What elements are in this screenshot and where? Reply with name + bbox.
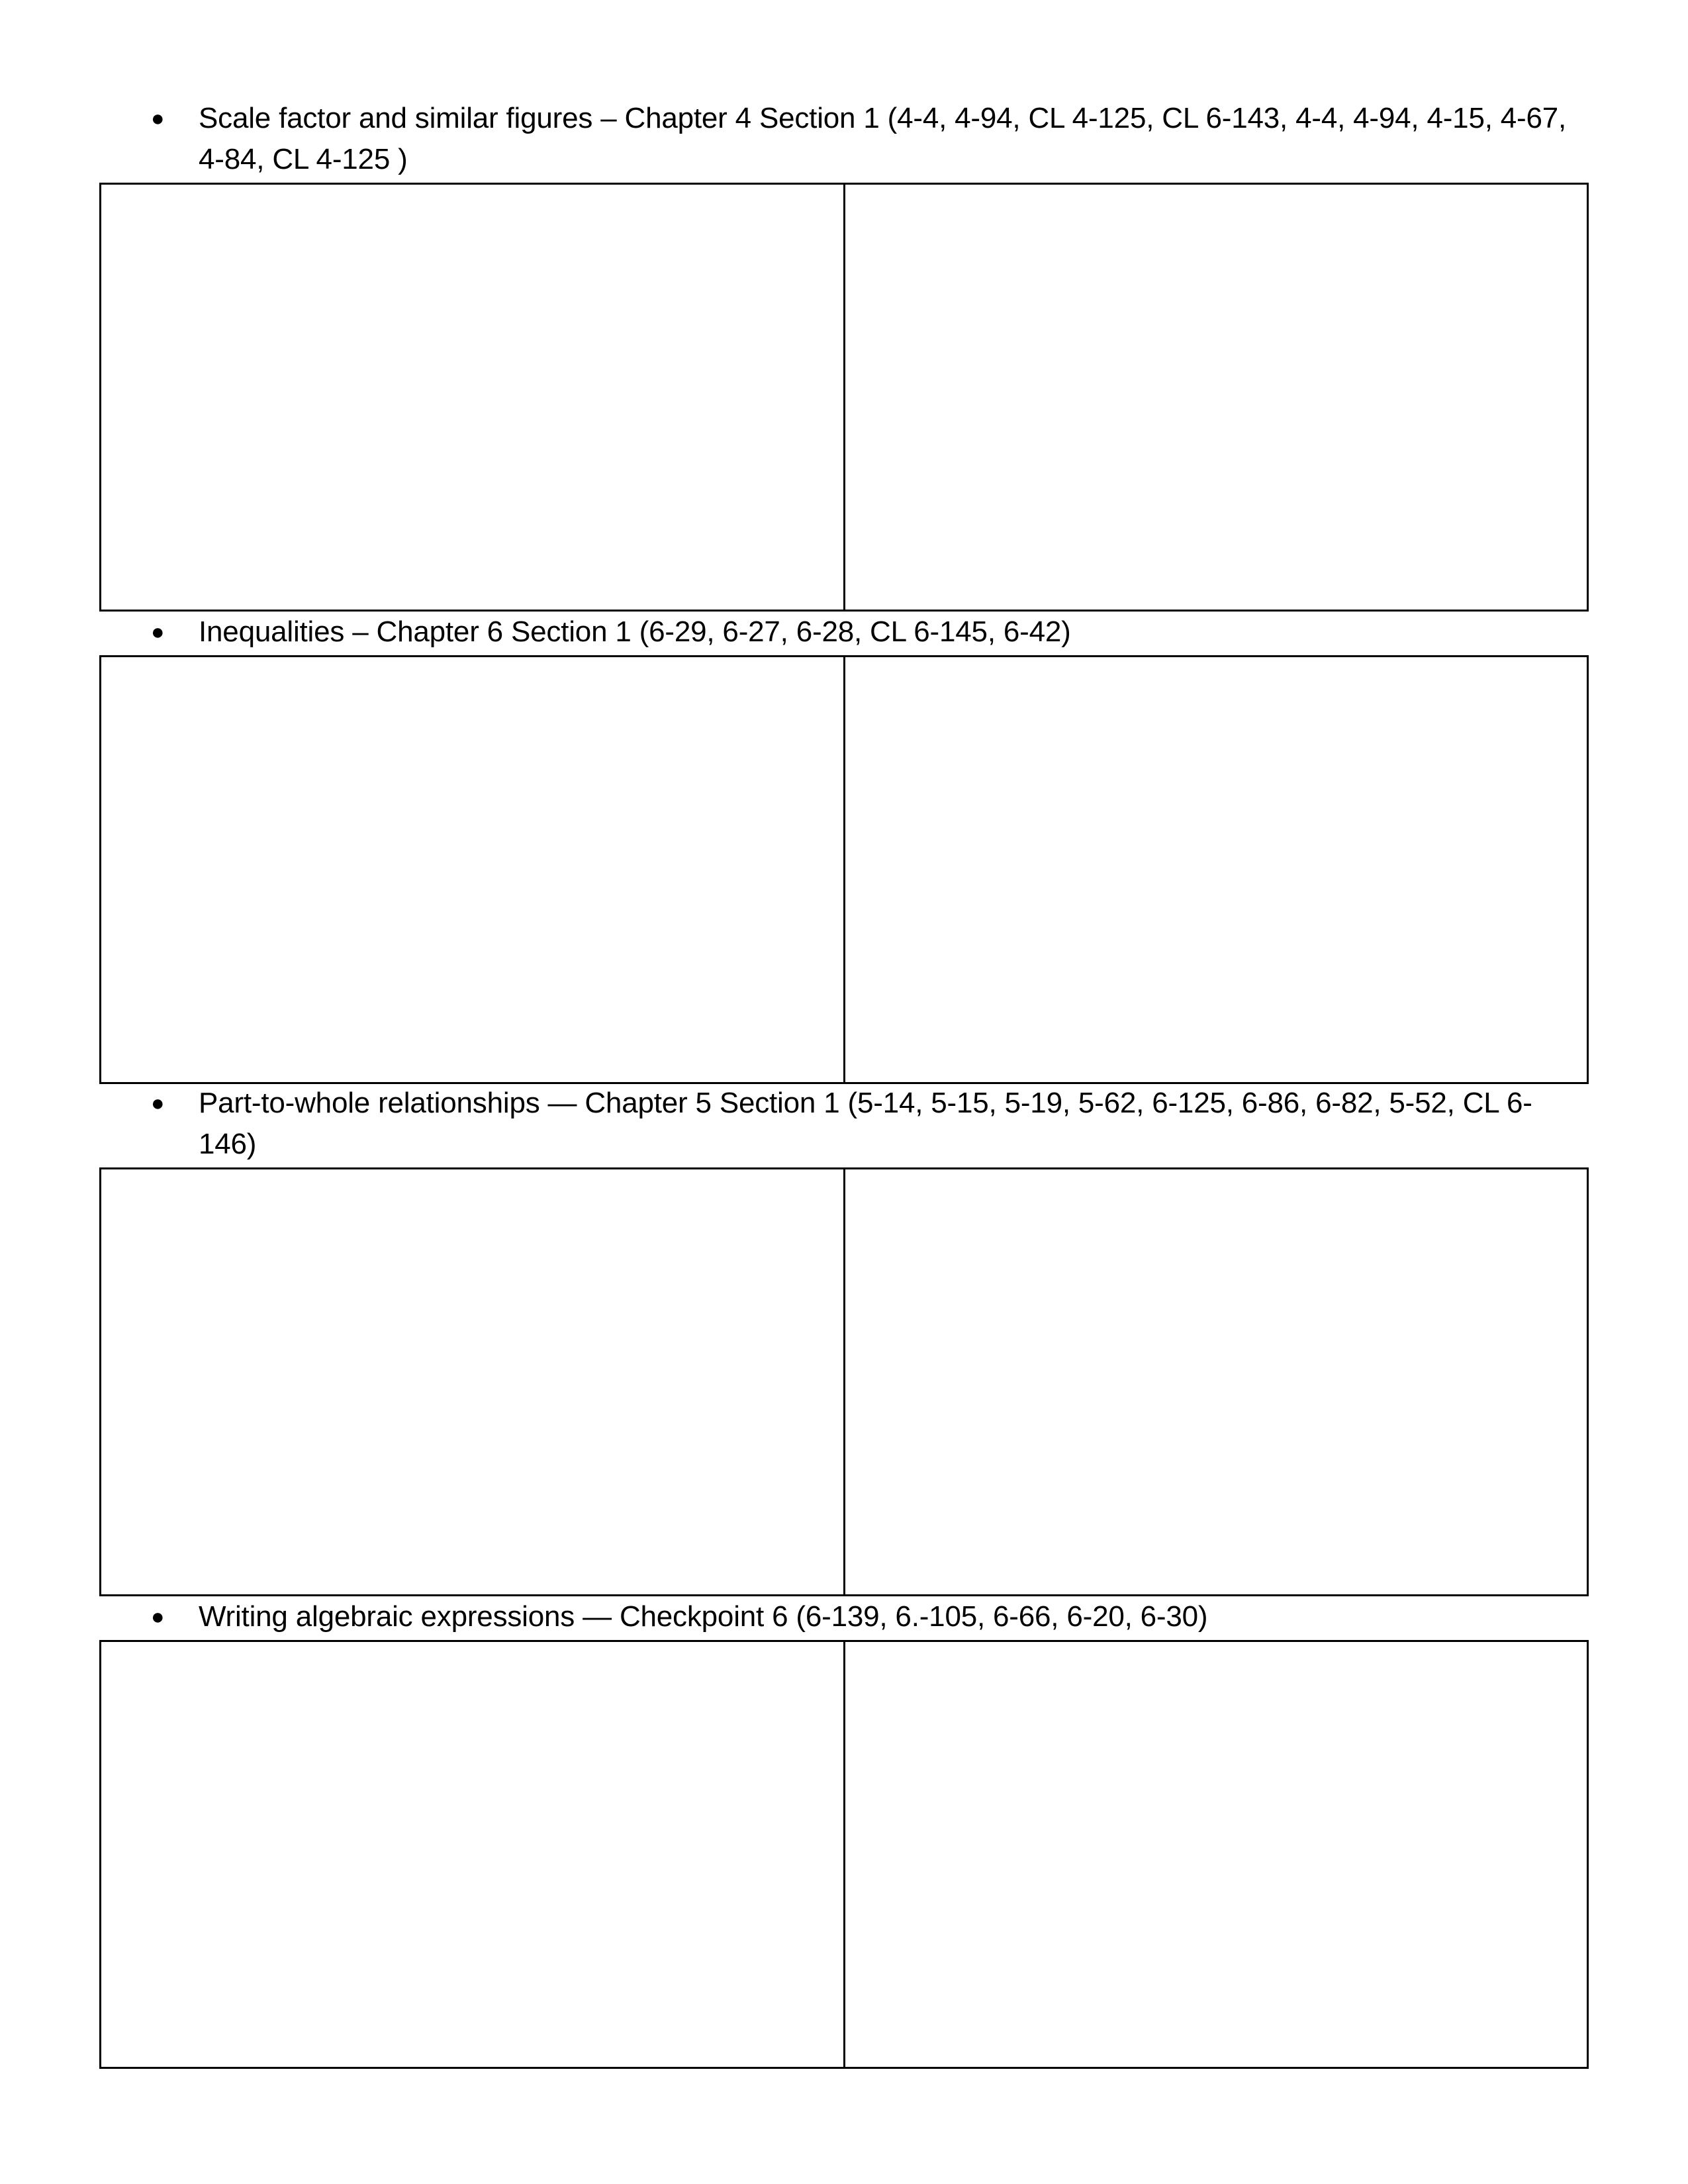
topic-text: Writing algebraic expressions — Checkpoint 6 (6-139, 6.-105, 6-66, 6-20, 6-30) xyxy=(199,1600,1208,1633)
answer-box xyxy=(99,655,1589,1084)
topic-section-part-to-whole xyxy=(99,1083,1589,1165)
answer-cell-left[interactable] xyxy=(101,1642,845,2067)
answer-cell-right[interactable] xyxy=(845,1169,1587,1594)
answer-cell-right[interactable] xyxy=(845,1642,1587,2067)
topic-heading xyxy=(99,612,1589,653)
topic-text: Part-to-whole relationships — Chapter 5 Section 1 (5-14, 5-15, 5-19, 5-62, 6-125, 6-86, 6-82, 5-52, CL 6-146) xyxy=(199,1087,1532,1160)
topic-text: Inequalities – Chapter 6 Section 1 (6-29, 6-27, 6-28, CL 6-145, 6-42) xyxy=(199,615,1071,648)
answer-cell-left[interactable] xyxy=(101,185,845,610)
topic-text: Scale factor and similar figures – Chapter 4 Section 1 (4-4, 4-94, CL 4-125, CL 6-143, 4-4, 4-94, 4-15, 4-67, 4-84, CL 4-125 ) xyxy=(199,102,1567,175)
bullet-icon: ● xyxy=(151,1604,165,1629)
answer-cell-left[interactable] xyxy=(101,657,845,1082)
topic-heading xyxy=(99,98,1589,180)
topic-section-algebraic-expressions xyxy=(99,1596,1589,1637)
bullet-icon: ● xyxy=(151,1091,165,1116)
answer-box xyxy=(99,1167,1589,1596)
topic-section-inequalities xyxy=(99,612,1589,653)
topic-heading xyxy=(99,1596,1589,1637)
topic-section-scale-factor xyxy=(99,98,1589,180)
answer-cell-right[interactable] xyxy=(845,657,1587,1082)
bullet-icon: ● xyxy=(151,619,165,645)
answer-box xyxy=(99,1640,1589,2069)
topic-heading xyxy=(99,1083,1589,1165)
bullet-icon: ● xyxy=(151,106,165,131)
answer-cell-right[interactable] xyxy=(845,185,1587,610)
answer-cell-left[interactable] xyxy=(101,1169,845,1594)
answer-box xyxy=(99,183,1589,612)
